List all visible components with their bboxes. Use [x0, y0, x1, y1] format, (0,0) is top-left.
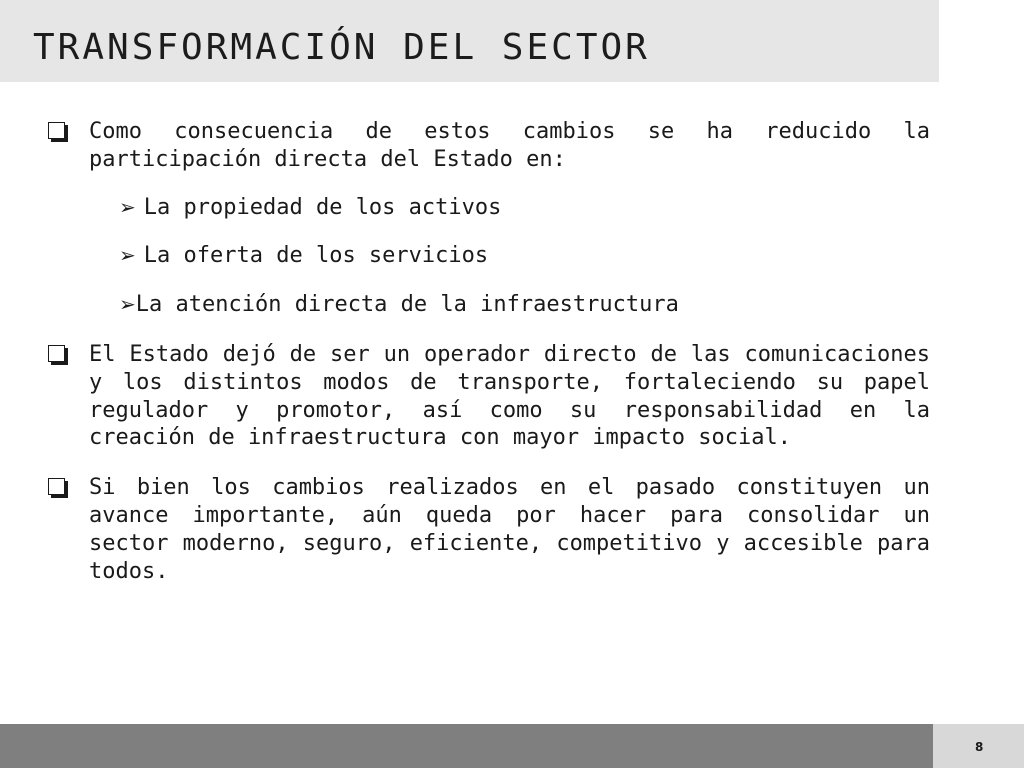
bullet-text: Como consecuencia de estos cambios se ha reducido la participación directa del Estado en:: [89, 119, 930, 172]
sub-item: [119, 242, 930, 270]
bullet-text: Si bien los cambios realizados en el pasado constituyen un avance importante, aún queda por hacer para consolidar un sector moderno, seguro, eficiente, competitivo y accesible para todos.: [89, 475, 930, 584]
sub-item-text: La propiedad de los activos: [143, 194, 502, 220]
arrow-right-icon: ➢: [119, 194, 136, 219]
slide-content: [46, 118, 930, 585]
square-checkbox-icon: [48, 345, 65, 362]
square-checkbox-icon: [48, 122, 65, 139]
bullet-text: El Estado dejó de ser un operador directo de las comunicaciones y los distintos modos de transporte, fortaleciendo su papel regulador y promotor, así como su responsabilidad en la creación de infraestructura con mayor impacto social.: [89, 341, 930, 451]
sub-item-text: La atención directa de la infraestructura: [135, 292, 679, 318]
sub-item-text: La oferta de los servicios: [143, 243, 489, 269]
arrow-right-icon: ➢: [119, 292, 136, 317]
bullet-item: [46, 118, 930, 174]
sub-item: [119, 194, 930, 222]
arrow-right-icon: ➢: [119, 243, 136, 268]
square-checkbox-icon: [48, 478, 65, 495]
title-bar: [0, 0, 939, 82]
sub-item: [119, 291, 930, 319]
page-number: 8: [975, 740, 984, 754]
footer-bar: [0, 724, 933, 768]
bullet-item: [46, 474, 930, 585]
slide-title: TRANSFORMACIÓN DEL SECTOR: [33, 27, 650, 68]
bullet-item: [46, 341, 930, 452]
